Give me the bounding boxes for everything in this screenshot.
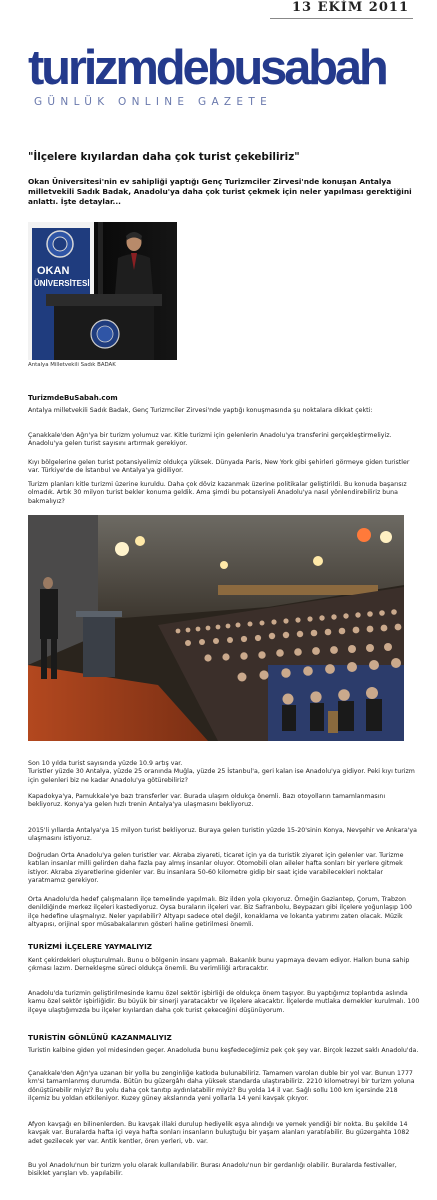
paragraph-9: Orta Anadolu'da hedef çalışmaların ilçe temelinde yapılmalı. Biz ilden yola çıkıyoruz. Örneğin Gaziantep, Çorum, Trabzon denildiğinde merkez ilçeleri kastediyoruz. Oysa buraların ilçeleri var. Biz Safranbolu, Beypazarı gibi ilçelere yoğunlaşıp 100 ilçe hedefine ulaşmalıyız. Neler yapılabilir? Altyapı sadece otel değil, konaklama ve lokanta yatırımı zaten olacak. Müzik altyapısı, orijinal spor müsabakalarının gösteri haline getirilmesi önemli. bbox=[28, 896, 412, 929]
conference-photo bbox=[28, 515, 404, 741]
paragraph-3: Kıyı bölgelerine gelen turist potansiyelimiz oldukça yüksek. Dünyada Paris, New York gibi şehirleri görmeye giden turistler var. Türkiye'de de İstanbul ve Antalya'ya gidiliyor. bbox=[28, 459, 410, 475]
subhead-turist-gonlu: TURİSTİN GÖNLÜNÜ KAZANMALIYIZ bbox=[28, 1033, 172, 1042]
conference-photo-image bbox=[28, 515, 404, 741]
date: 13 EKİM 2011 bbox=[291, 0, 409, 15]
svg-text:OKAN: OKAN bbox=[37, 265, 70, 277]
speaker-photo bbox=[28, 222, 177, 360]
masthead-logo[interactable] bbox=[28, 41, 408, 95]
logo-text: turizmdebusabah bbox=[28, 41, 386, 95]
paragraph-7: 2015'li yıllarda Antalya'ya 15 milyon turist bekliyoruz. Buraya gelen turistin yüzde 15-20'sinin Konya, Nevşehir ve Ankara'ya ulaşmasını istiyoruz. bbox=[28, 827, 417, 843]
logo-subtitle: GÜNLÜK ONLINE GAZETE bbox=[34, 96, 272, 108]
paragraph-1: Antalya milletvekili Sadık Badak, Genç Turizmciler Zirvesi'nde yaptığı konuşmasında şu noktalara dikkat çekti: bbox=[28, 407, 373, 414]
paragraph-12: Turistin kalbine giden yol midesinden geçer. Anadoluda bunu keşfedeceğimiz pek çok şey var. Birçok lezzet saklı Anadolu'da. bbox=[28, 1047, 419, 1054]
paragraph-2: Çanakkale'den Ağrı'ya bir turizm yolumuz var. Kitle turizmi için gelenlerin Anadolu'ya transferini gerçekleştirmeliyiz. Anadolu'ya gelen turist sayısını artırmak gerekiyor. bbox=[28, 432, 392, 448]
paragraph-6: Kapadokya'ya, Pamukkale'ye bazı transferler var. Burada ulaşım oldukça önemli. Bazı otoyolların tamamlanmasını bekliyoruz. Konya'ya gelen hızlı trenin Antalya'ya ulaşmasını bekliyoruz. bbox=[28, 793, 386, 809]
paragraph-13: Çanakkale'den Ağrı'ya uzanan bir yolla bu zenginliğe katkıda bulunabiliriz. Tamamen varolan duble bir yol var. Bunun 1777 km'si tamamlanmış durumda. Bütün bu güzergâhı daha yüksek standarda ulaştırabiliriz. 2210 kilometreyi bir turizm yoluna dönüştürebilir miyiz? Bu yolu daha çok tanıtıp aydınlatabilir miyiz? Bu yolda 14 il var. Sağlı sollu 100 km içersinde 218 ilçemiz bu yoldan etkileniyor. Kuzey güney akslarında yeni yollarla 14 yeni kavşak çıkıyor. bbox=[28, 1070, 415, 1103]
paragraph-10: Kent çekirdekleri oluşturulmalı. Bunu o bölgenin insanı yapmalı. Bakanlık bunu yapmaya devam ediyor. Halkın buna sahip çıkması lazım. Dernekleşme süreci oldukça önemli. Bu verimliliği artıracaktır. bbox=[28, 957, 410, 973]
paragraph-4: Turizm planları kitle turizmi üzerine kuruldu. Daha çok döviz kazanmak üzerine politikalar geliştirildi. Bu konuda başarısız olmadık. Artık 30 milyon turist bekler konuma geldik. Ama şimdi bu potansiyeli Anadolu'ya nasıl yönlendirebiliriz buna bakmalıyız? bbox=[28, 481, 407, 505]
article-lead: Okan Üniversitesi'nin ev sahipliği yaptığı Genç Turizmciler Zirvesi'nde konuşan Antalya milletvekili Sadık Badak, Anadolu'ya daha çok turist çekmek için neler yapılması gerektiğini anlattı. İşte detaylar... bbox=[28, 177, 412, 206]
paragraph-15: Bu yol Anadolu'nun bir turizm yolu olarak kullanılabilir. Burası Anadolu'nun bir gerdanlığı olabilir. Buralarda festivaller, bisiklet yarışları vb. yapılabilir. bbox=[28, 1162, 397, 1178]
date-rule bbox=[270, 18, 413, 19]
article-headline: "İlçelere kıyılardan daha çok turist çekebiliriz" bbox=[28, 151, 300, 163]
paragraph-14: Afyon kavşağı en bilinenlerden. Bu kavşak illaki durulup hediyelik eşya alındığı ve yemek yendiği bir nokta. Bu şekilde 14 kavşak var. Buralarda hafta içi veya hafta sonları insanların buluştuğu bir yaşam alanları yaratılabilir. Bu güzergahta 1082 adet gezilecek yer var. Antik kentler, ören yerleri, vb. var. bbox=[28, 1121, 410, 1145]
svg-text:ÜNİVERSİTESİ: ÜNİVERSİTESİ bbox=[34, 279, 90, 288]
paragraph-11: Anadolu'da turizmin geliştirilmesinde kamu özel sektör işbirliği de oldukça önem taşıyor. Bu yaptığımız toplantıda aslında kamu özel sektör işbirliğidir. Bu büyük bir sinerji yaratacaktır ve ilçelere akacaktır. İlçelerde mutlaka dernekler kurulmalı. 100 ilçeye ulaştığımızda bu ilçeler kıyılardan daha çok turist çekeceğini düşünüyorum. bbox=[28, 990, 420, 1014]
photo-caption: Antalya Milletvekili Sadık BADAK bbox=[28, 362, 116, 368]
subhead-ilceler: TURİZMİ İLÇELERE YAYMALIYIZ bbox=[28, 942, 153, 951]
paragraph-5: Son 10 yılda turist sayısında yüzde 10.9 artış var. Turistler yüzde 30 Antalya, yüzde 25 oranında Muğla, yüzde 25 İstanbul'a, geri kalan ise Anadolu'ya gidiyor. Peki kıyı turizm için gelenleri biz ne kadar Anadolu'ya götürebiliriz? bbox=[28, 760, 415, 784]
speaker-photo-image bbox=[28, 222, 177, 360]
paragraph-8: Doğrudan Orta Anadolu'ya gelen turistler var. Akraba ziyareti, ticaret için ya da turistik ziyaret için gelenler var. Turizme katılan insanlar milli gelirden daha fazla pay almış insanlar oluyor. Otomobili olan aileler hafta sonları bir yerlere gitmek istiyor. Akraba ziyaretlerine gidenler var. Bu insanlara 50-60 kilometre gidip bir saat içide varabilecekleri noktalar yaratmamız gerekiyor. bbox=[28, 852, 404, 885]
article-source: TurizmdeBuSabah.com bbox=[28, 394, 118, 402]
